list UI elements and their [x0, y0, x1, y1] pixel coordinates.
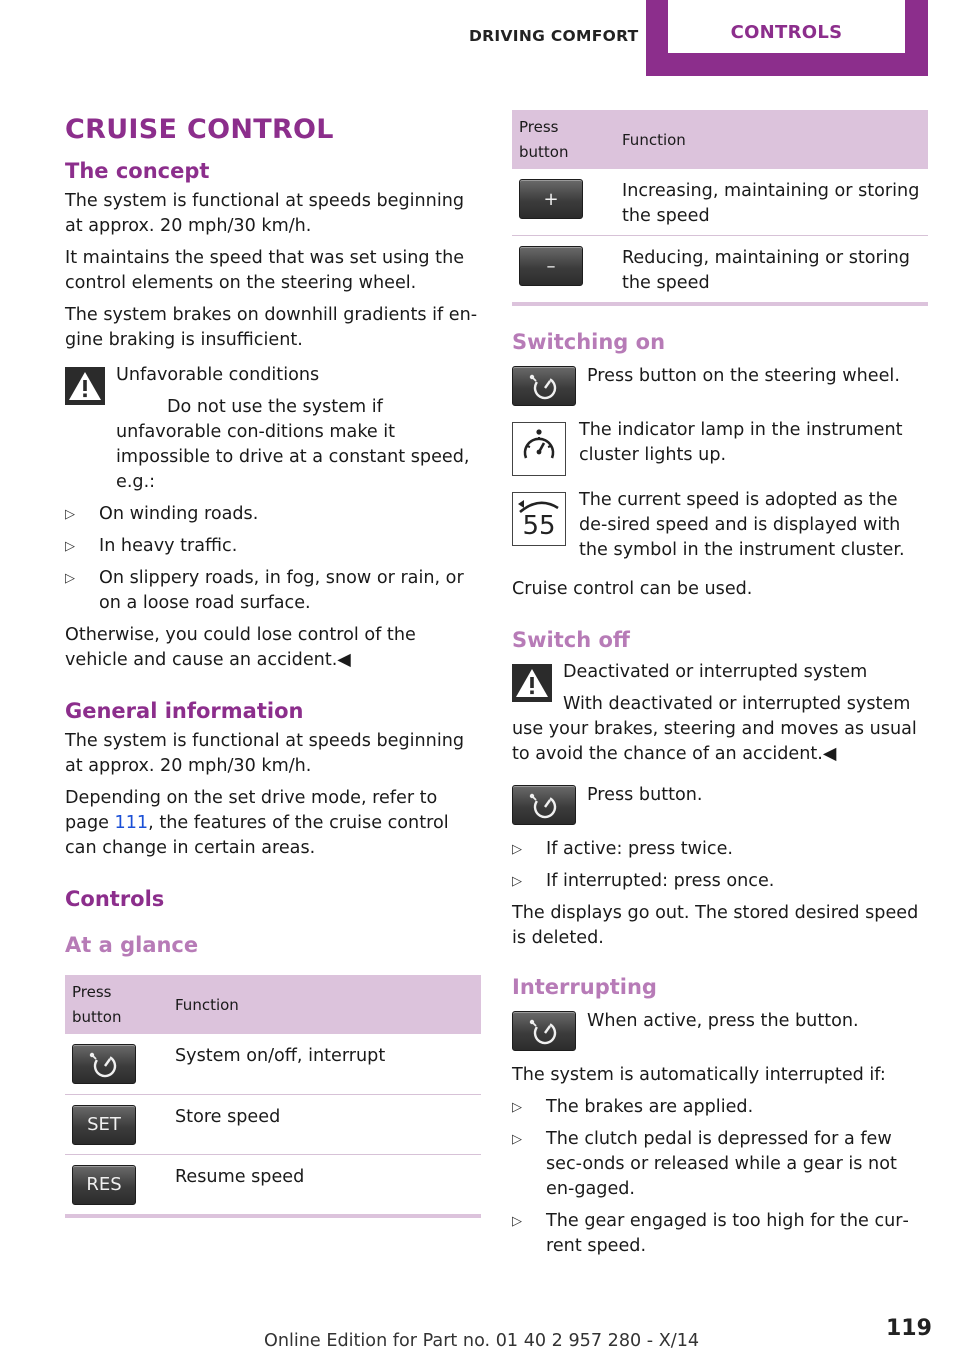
cruise-control-button[interactable]: [72, 1044, 136, 1084]
table-row: [65, 1034, 481, 1094]
res-button[interactable]: RES: [72, 1165, 136, 1205]
chapter-tab: [668, 0, 905, 53]
warning-body-text: Do not use the system if unfavorable con‐ditions make it impossible to drive at a constant speed, e.g.:: [116, 397, 470, 492]
interrupting-step: [512, 1009, 928, 1053]
table-cell-function: Reducing, maintaining or storing the speed: [615, 236, 928, 305]
switching-on-step-3: [512, 488, 928, 563]
plus-button[interactable]: +: [519, 179, 583, 219]
column-header-press-button: Press button: [65, 975, 168, 1034]
left-column: [65, 113, 481, 1218]
switch-off-heading: Switch off: [512, 628, 630, 652]
buttons-table-left: [65, 975, 481, 1218]
warning-icon: [65, 367, 105, 405]
at-a-glance-heading: At a glance: [65, 933, 199, 957]
general-information-heading: General information: [65, 699, 304, 723]
bullet-triangle-icon: ▷: [65, 571, 75, 586]
bullet-triangle-icon: ▷: [65, 539, 75, 554]
list-item-text: In heavy traffic.: [99, 536, 238, 556]
concept-heading: The concept: [65, 159, 210, 183]
table-header-row: [512, 110, 928, 169]
section-label: DRIVING COMFORT: [469, 27, 639, 45]
table-row: [512, 236, 928, 305]
right-column: [512, 110, 928, 1266]
table-cell-function: Resume speed: [168, 1154, 481, 1216]
switching-on-step-2-text: The indicator lamp in the instrument cluster lights up.: [579, 420, 903, 465]
chapter-label: CONTROLS: [730, 22, 843, 43]
list-item-text: If active: press twice.: [546, 839, 734, 859]
table-cell-button: [65, 1094, 168, 1154]
interrupting-step-text: When active, press the button.: [587, 1011, 859, 1031]
set-button[interactable]: SET: [72, 1105, 136, 1145]
indicator-lamp-box: [512, 422, 566, 476]
bullet-triangle-icon: ▷: [512, 874, 522, 889]
warning-title: Unfavorable conditions: [116, 365, 320, 385]
cruise-control-button[interactable]: [512, 1011, 576, 1051]
list-item: [65, 566, 481, 616]
table-cell-button: [512, 169, 615, 236]
speed-symbol-box: [512, 492, 566, 546]
warning-icon: [512, 664, 552, 702]
table-row: [65, 1154, 481, 1216]
bullet-triangle-icon: ▷: [65, 507, 75, 522]
buttons-table-right: [512, 110, 928, 306]
column-header-function: Function: [168, 975, 481, 1034]
general-paragraph-2: [65, 786, 481, 861]
cruise-control-icon: [522, 790, 566, 820]
cruise-control-icon: [522, 371, 566, 401]
bullet-triangle-icon: ▷: [512, 1132, 522, 1147]
warning-closing: Otherwise, you could lose control of the vehicle and cause an accident.◀: [65, 625, 416, 670]
column-header-press-button: Press button: [512, 110, 615, 169]
list-item: [512, 869, 928, 894]
interrupting-heading: Interrupting: [512, 975, 657, 999]
list-item-text: The gear engaged is too high for the cur‐rent speed.: [546, 1211, 909, 1256]
switching-on-heading: Switching on: [512, 330, 666, 354]
cruise-control-icon: [522, 1016, 566, 1046]
general-paragraph-2-start: Depending on the set drive mode, refer to page: [65, 788, 438, 833]
list-item: [512, 837, 928, 862]
table-cell-function: System on/off, interrupt: [168, 1034, 481, 1094]
table-row: [512, 169, 928, 236]
column-header-function: Function: [615, 110, 928, 169]
warning-unfavorable-conditions: [65, 363, 481, 495]
switch-off-closing: The displays go out. The stored desired speed is deleted.: [512, 903, 919, 948]
switching-on-step-2: [512, 418, 928, 476]
warning-body-text: With deactivated or interrupted system use your brakes, steering and moves as usual to avoid the chance of an accident.◀: [512, 694, 917, 764]
speed-symbol-value: 55: [522, 511, 556, 541]
list-item-text: The clutch pedal is depressed for a few sec‐onds or released while a gear is not en‐gaged.: [546, 1129, 897, 1199]
switch-off-step: [512, 783, 928, 827]
list-item-text: On winding roads.: [99, 504, 259, 524]
concept-paragraph-1: The system is functional at speeds beginning at approx. 20 mph/30 km/h.: [65, 191, 465, 236]
concept-paragraph-3: The system brakes on downhill gradients if en‐gine braking is insufficient.: [65, 305, 478, 350]
switching-on-closing: Cruise control can be used.: [512, 579, 753, 599]
cruise-control-button[interactable]: [512, 785, 576, 825]
list-item: [65, 502, 481, 527]
table-cell-button: [65, 1154, 168, 1216]
list-item-text: If interrupted: press once.: [546, 871, 775, 891]
bullet-triangle-icon: ▷: [512, 1214, 522, 1229]
general-paragraph-2-end: , the features of the cruise control can change in certain areas.: [65, 813, 449, 858]
list-item: [512, 1127, 928, 1202]
switching-on-step-1: [512, 364, 928, 408]
footer-edition: Online Edition for Part no. 01 40 2 957 280 - X/14: [264, 1331, 700, 1351]
table-cell-button: [512, 236, 615, 305]
list-item: [512, 1209, 928, 1259]
table-header-row: [65, 975, 481, 1034]
table-row: [65, 1094, 481, 1154]
interrupting-intro: The system is automatically interrupted if:: [512, 1065, 886, 1085]
concept-paragraph-2: It maintains the speed that was set using the control elements on the steering wheel.: [65, 248, 465, 293]
list-item: [65, 534, 481, 559]
cruise-indicator-icon: [518, 428, 560, 470]
warning-title: Deactivated or interrupted system: [563, 662, 868, 682]
minus-button[interactable]: –: [519, 246, 583, 286]
list-item-text: On slippery roads, in fog, snow or rain, or on a loose road surface.: [99, 568, 464, 613]
controls-heading: Controls: [65, 887, 165, 911]
table-cell-function: Store speed: [168, 1094, 481, 1154]
warning-deactivated-system: [512, 660, 928, 767]
table-cell-button: [65, 1034, 168, 1094]
warning-body: [116, 395, 481, 495]
switching-on-step-3-text: The current speed is adopted as the de‐sired speed and is displayed with the symbol in the instrument cluster.: [579, 490, 905, 560]
switching-on-step-1-text: Press button on the steering wheel.: [587, 366, 900, 386]
table-cell-function: Increasing, maintaining or storing the speed: [615, 169, 928, 236]
cruise-control-icon: [82, 1049, 126, 1079]
switch-off-step-text: Press button.: [587, 785, 703, 805]
list-item: [512, 1095, 928, 1120]
page-link[interactable]: 111: [114, 813, 149, 833]
general-paragraph-1: The system is functional at speeds beginning at approx. 20 mph/30 km/h.: [65, 731, 465, 776]
page-title: CRUISE CONTROL: [65, 114, 334, 145]
bullet-triangle-icon: ▷: [512, 1100, 522, 1115]
list-item-text: The brakes are applied.: [546, 1097, 754, 1117]
bullet-triangle-icon: ▷: [512, 842, 522, 857]
page-number: 119: [886, 1316, 932, 1341]
cruise-control-button[interactable]: [512, 366, 576, 406]
warning-body: [512, 692, 928, 767]
